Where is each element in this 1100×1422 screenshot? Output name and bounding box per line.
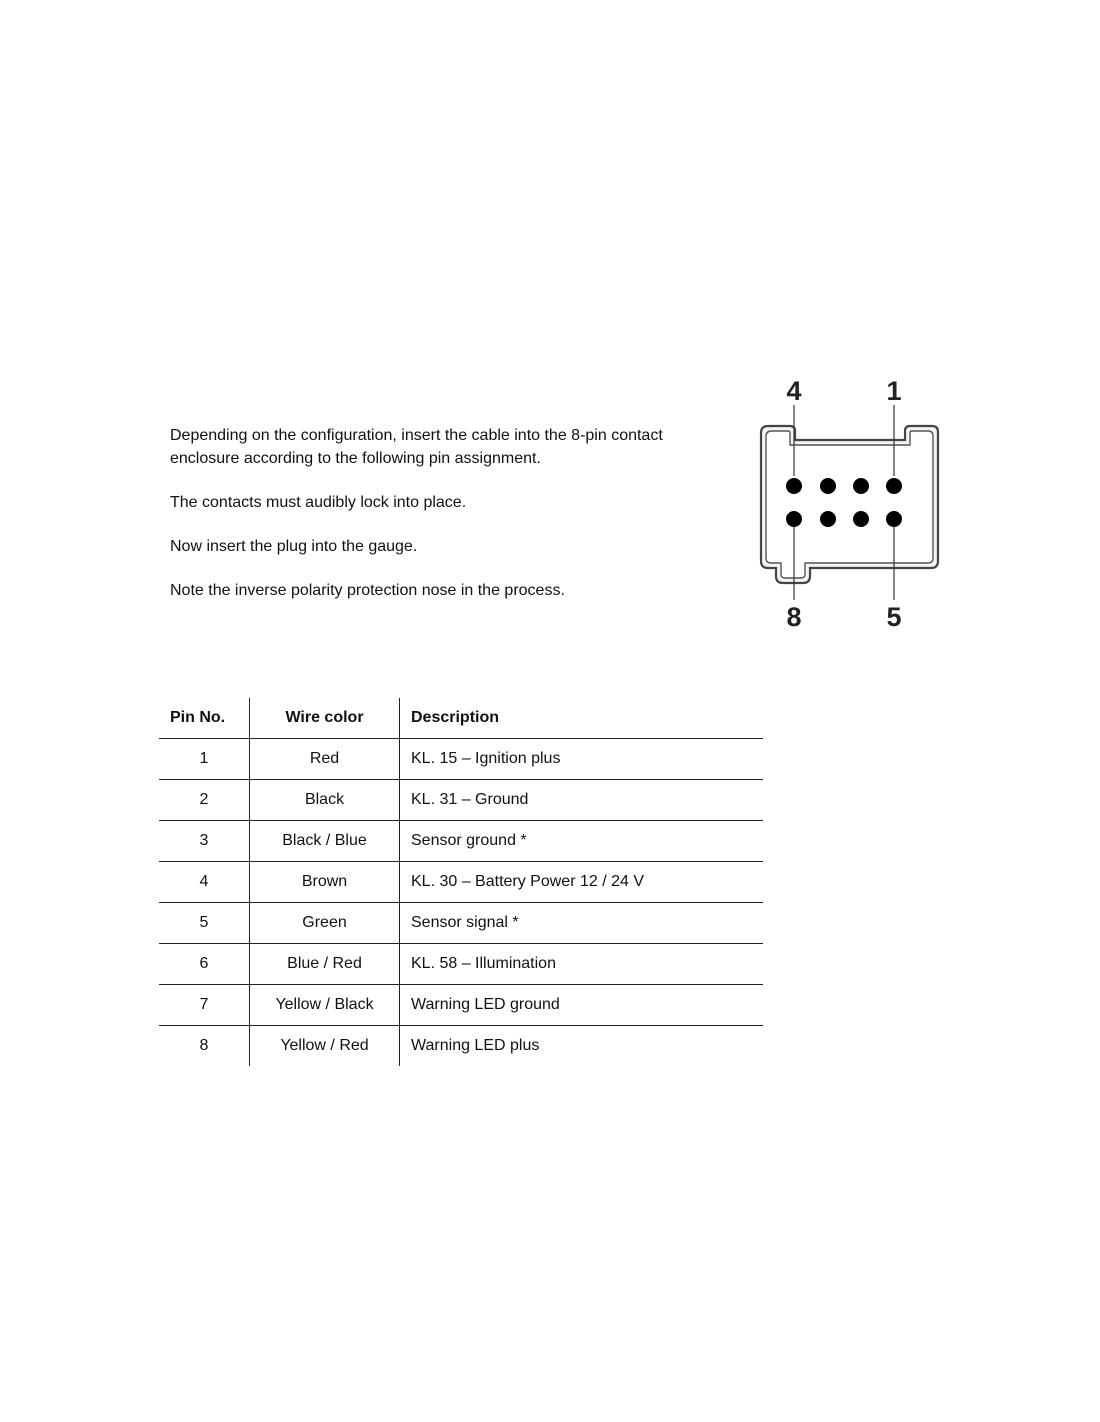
pin-cell: 2 [159,780,250,821]
pin-dot [820,478,836,494]
pin-cell: 1 [159,739,250,780]
intro-paragraph-2: The contacts must audibly lock into place. [170,494,467,511]
description-cell: KL. 58 – Illumination [400,944,764,985]
pin-dot [786,478,802,494]
pin-cell: 6 [159,944,250,985]
pin-dot [886,478,902,494]
color-cell: Green [250,903,400,944]
pin-cell: 3 [159,821,250,862]
table-row [159,1026,763,1067]
color-cell: Brown [250,862,400,903]
pin-cell: 8 [199,1037,209,1054]
pin-label-8: 8 [786,602,802,632]
color-cell: Red [250,739,400,780]
pin-dot [786,511,802,527]
pin-dot [853,511,869,527]
color-cell: Black / Blue [250,821,400,862]
pin-dot [820,511,836,527]
pin-label-1: 1 [886,376,902,406]
intro-paragraph-1: Depending on the configuration, insert the cable into the 8-pin contact enclosure according to the following pin assignment. [170,427,663,467]
pin-dot [886,511,902,527]
color-cell: Black [250,780,400,821]
intro-paragraph-3: Now insert the plug into the gauge. [170,538,418,555]
intro-text [170,424,730,602]
header-description: Description [400,698,764,739]
header-wire-color: Wire color [250,698,400,739]
table-row [159,780,763,821]
pin-cell: 4 [159,862,250,903]
color-cell: Yellow / Red [250,1026,400,1067]
table-row [159,862,763,903]
description-cell: Warning LED plus [400,1026,764,1067]
description-cell: Sensor signal * [400,903,764,944]
pin-assignment-table [159,698,763,1066]
description-cell: Sensor ground * [400,821,764,862]
table-row [159,944,763,985]
connector-housing-inner [766,431,933,578]
description-cell: Warning LED ground [400,985,764,1026]
color-cell: Yellow / Black [250,985,400,1026]
pin-cell: 7 [159,985,250,1026]
pin-dot [853,478,869,494]
table-row [159,821,763,862]
description-cell: KL. 30 – Battery Power 12 / 24 V [400,862,764,903]
pin-cell: 5 [159,903,250,944]
table-row [159,985,763,1026]
table-header-row [159,698,763,739]
color-cell: Blue / Red [250,944,400,985]
connector-diagram [750,372,950,636]
intro-paragraph-4: Note the inverse polarity protection nose in the process. [170,582,565,599]
description-cell: KL. 15 – Ignition plus [400,739,764,780]
table-row [159,903,763,944]
description-cell: KL. 31 – Ground [400,780,764,821]
pin-label-4: 4 [786,376,802,406]
header-pin-no: Pin No. [159,698,250,739]
pin-label-5: 5 [886,602,902,632]
table-row [159,739,763,780]
